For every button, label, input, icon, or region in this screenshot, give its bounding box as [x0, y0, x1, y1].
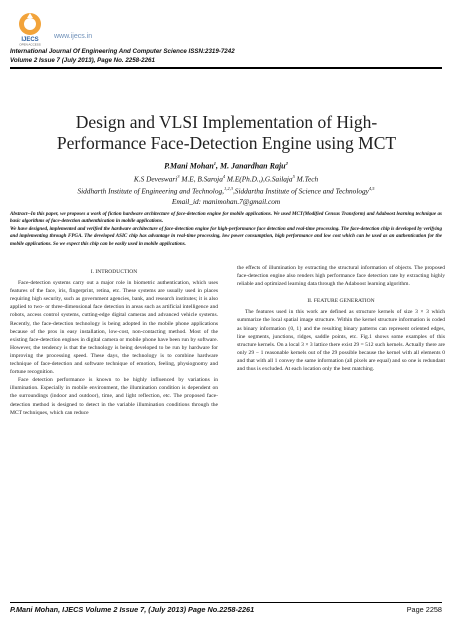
journal-header	[10, 48, 440, 65]
affiliation-1-sup: 1,2,3	[223, 186, 233, 192]
title-line-1: Design and VLSI Implementation of High-	[75, 112, 378, 132]
author-3-sup: 3	[177, 173, 180, 179]
affiliation-2: ,Siddartha Institute of Science and Technology	[232, 186, 369, 196]
author-5-sup: 5	[292, 173, 295, 179]
affiliations	[10, 184, 442, 196]
logo-text: IJECS	[21, 37, 39, 43]
author-1-sup: 1	[213, 161, 217, 166]
affiliation-1: Siddharth Institute of Engineering and Technolog,	[77, 186, 224, 196]
footer-citation: P.Mani Mohan, IJECS Volume 2 Issue 7, (July 2013) Page No.2258-2261	[10, 605, 255, 614]
page-footer	[10, 605, 442, 614]
page-number: Page 2258	[406, 605, 442, 614]
author-5-degree: M.Tech	[296, 174, 319, 184]
title-line-2: Performance Face-Detection Engine using MCT	[56, 133, 397, 153]
primary-authors	[10, 159, 442, 172]
author-2: , M. Janardhan Raju	[216, 161, 286, 171]
abstract-paragraph-1: Abstract--In this paper, we proposes a work of fiction hardware architecture of face-detection engine for mobile applications. We used MCT(Modified Census Transform) and Adaboost learning technique as basic algorithms of face-detection authenthication in mobile applications.	[10, 211, 442, 225]
journal-name: International Journal Of Engineering And Computer Science ISSN:2319-7242	[10, 48, 235, 55]
journal-volume: Volume 2 Issue 7 (July 2013), Page No. 2258-2261	[10, 56, 155, 64]
footer-divider	[10, 602, 442, 603]
author-4: M.E, B.Saroja	[181, 174, 223, 184]
paper-title	[20, 112, 433, 154]
journal-url-link[interactable]: www.ijecs.in	[54, 33, 93, 40]
intro-paragraph-continued: the effects of illumination by extracting the structural information of objects. The proposed face-detection engine also renders high performance face detection rate by extracting highly reliable and optimized learning data through the Adaboost learning algorithm.	[237, 265, 445, 288]
author-1: P.Mani Mohan	[164, 161, 214, 171]
author-4-sup: 4	[222, 173, 226, 179]
abstract-paragraph-2: We have designed, implemented and verified the hardware architecture of face-detection engine for high-performance face detection and real-time processing. The face-detection chip is developed by verifying and implementing through FPGA. The developed ASIC chip has advantage in real-time processing, low power consumption, high performance and low cost which can be used as an authentication for the mobile applications. So we expect this chip can be easily used in mobile applications.	[10, 225, 442, 247]
co-authors	[10, 172, 442, 184]
author-5: M.E(Ph.D.,),G.Sailaja	[226, 174, 293, 184]
left-column	[10, 264, 218, 417]
affiliation-2-sup: 4,5	[368, 186, 375, 192]
section-heading-feature-generation: II. FEATURE GENERATION	[307, 298, 375, 305]
author-2-sup: 2	[285, 161, 288, 166]
author-email[interactable]: Email_id: manimohan.7@gmail.com	[171, 196, 281, 206]
author-block	[10, 159, 442, 207]
right-column	[237, 264, 445, 373]
abstract	[10, 211, 442, 248]
journal-logo	[10, 6, 50, 46]
author-3: K.S Deveswari	[133, 174, 178, 184]
intro-paragraph-1: Face-detection systems carry out a major role in biometric authentication, which uses features of the face, iris, fingerprint, retina, etc. These systems are usually used in places requiring high security, such as government agencies, bank, and research institutes; it is also applied to two- or three-dimensional face detection in areas such as artificial intelligence and robots, access control systems, cutting-edge digital cameras and advanced vehicle systems. Recently, the face-detection technology is being adopted in the mobile phone applications because of the pros in easy installation, low-cost, non-contacting method. Most of the existing face-detection engines in digital camera or mobile phone have been run by software. However, the tendency is that the technology is being developed to be run by hardware for improving the processing speed. These days, the technology is to combine hardware technique of face-detection and software technique of emotion, feeling, physiognomy and fortune recognition.	[10, 280, 218, 376]
logo-subtext: OPEN ACCESS	[19, 42, 41, 46]
section-heading-introduction: I. INTRODUCTION	[90, 269, 138, 275]
feature-paragraph-1: The features used in this work are defined as structure kernels of size 3 × 3 which summarize the local spatial image structure. Within the kernel structure information is coded as binary information {0, 1} and the resulting binary patterns can represent oriented edges, line segments, junctions, ridges, saddle points, etc. Fig.1 shows some examples of this structure kernels. On a local 3 × 3 lattice there exist 29 = 512 such kernels. Actually there are only 29 − 1 reasonable kernels out of the 29 possible because the kernel with all elements 0 and that with all 1 convey the same information (all pixels are equal) and so one is redundant and thus is excluded. At each location only the best matching.	[237, 309, 445, 373]
header-divider	[10, 67, 442, 69]
intro-paragraph-2: Face detection performance is known to be highly influenced by variations in illumination. Especially in mobile environment, the illumination condition is dependent on the surroundings (indoor and outdoor), time, and light reflection, etc. The proposed face-detection method is designed to detect in the variable illumination conditions through the MCT techniques, which can reduce	[10, 377, 218, 416]
